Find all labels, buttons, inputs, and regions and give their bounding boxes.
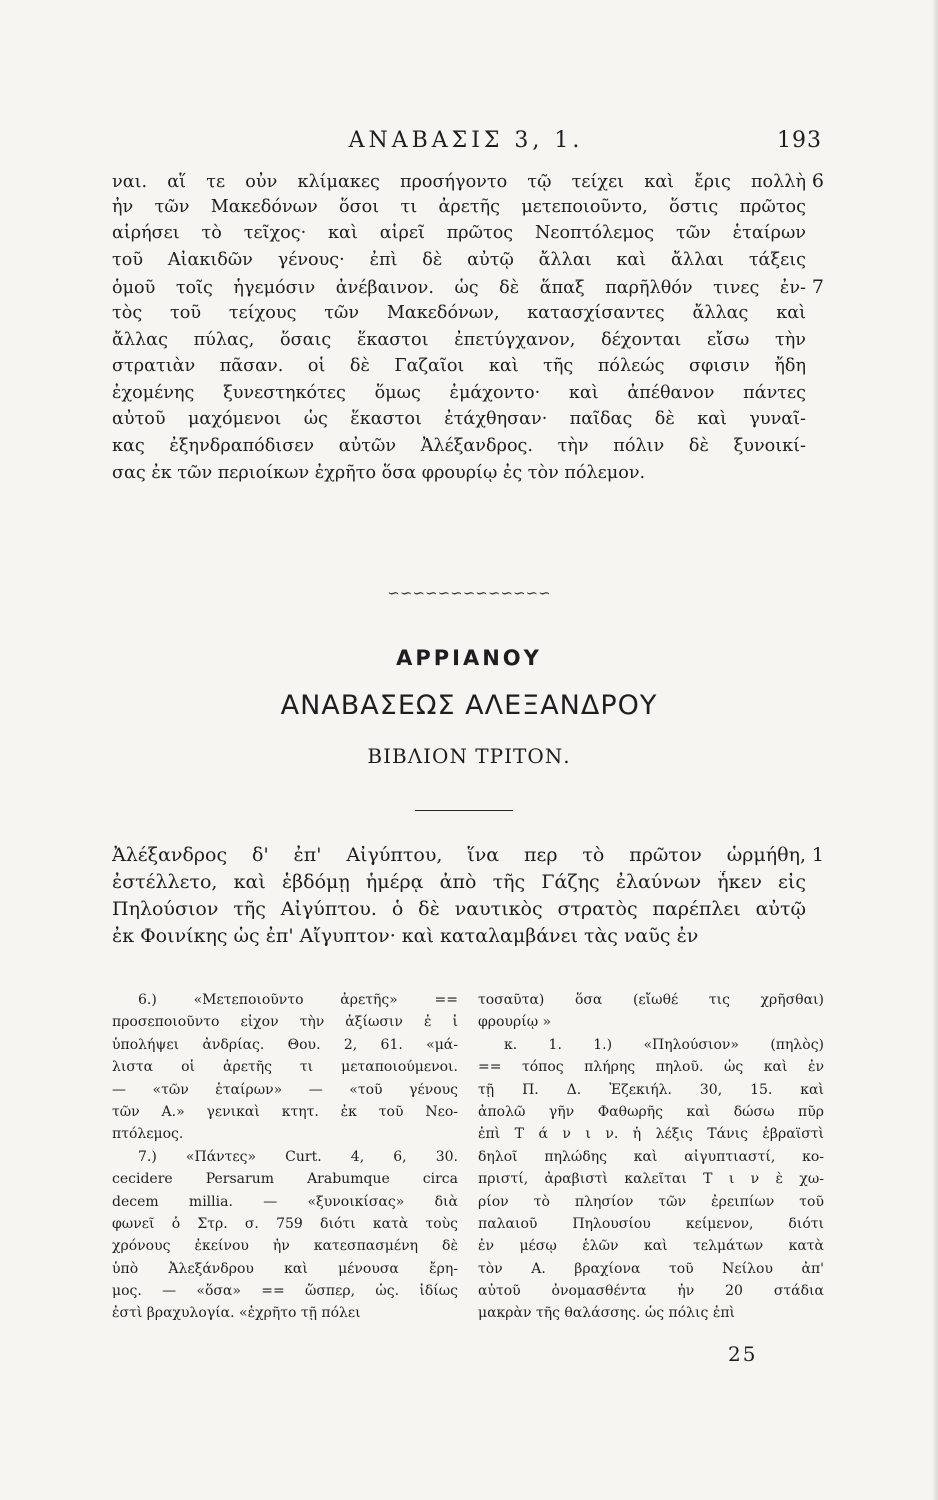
footnote-text: ὑπολήψει ἀνδρίας. Θου. 2, 61. «μά- xyxy=(112,1036,458,1053)
footnote-text: ἐν μέσῳ ἑλῶν καὶ τελμάτων κατὰ xyxy=(478,1238,824,1255)
book-title: ΒΙΒΛΙΟΝ ΤΡΙΤΟΝ. xyxy=(367,744,571,768)
line-text: ἐχομένης ξυνεστηκότες ὅμως ἐμάχοντο· καὶ ἀπέθανον πάντες xyxy=(112,382,806,403)
line-text: Πηλούσιον τῆς Αἰγύπτου. ὁ δὲ ναυτικὸς στρατὸς παρέπλει αὐτῷ xyxy=(112,898,806,920)
footnote-line xyxy=(478,1126,824,1148)
running-head xyxy=(110,128,822,158)
line-text: στρατιὰν πᾶσαν. οἱ δὲ Γαζαῖοι καὶ τῆς πόλεώς σφισιν ἤδη xyxy=(112,356,806,377)
line-text: ἄλλας πύλας, ὅσαις ἕκαστοι ἐπετύγχανον, δέχονται εἴσω τὴν xyxy=(112,329,806,350)
footnote-text: ρίον τὸ πλησίον τῶν ἐρειπίων τοῦ xyxy=(478,1193,824,1210)
text-line xyxy=(112,356,824,383)
line-text: ἐστέλλετο, καὶ ἑβδόμῃ ἡμέρᾳ ἀπὸ τῆς Γάζης ἐλαύνων ἧκεν εἰς xyxy=(112,871,806,893)
work-title: ΑΝΑΒΑΣΕΩΣ ΑΛΕΞΑΝΔΡΟΥ xyxy=(280,690,658,721)
top-text-block xyxy=(112,170,824,489)
text-line xyxy=(112,409,824,436)
footnote-text: ἀπολῶ γῆν Φαθωρῆς καὶ δώσω πῦρ xyxy=(478,1103,824,1120)
text-line xyxy=(112,303,824,330)
footnote-line xyxy=(112,1305,458,1327)
footnote-text: πριστί, ἀραβιστὶ καλεῖται Τ ι ν ὲ χω- xyxy=(478,1171,824,1188)
line-text: τοῦ Αἰακιδῶν γένους· ἐπὶ δὲ αὐτῷ ἄλλαι καὶ ἄλλαι τάξεις xyxy=(112,249,806,270)
footnote-text: ἐστὶ βραχυλογία. «ἐχρῆτο τῇ πόλει xyxy=(112,1305,361,1322)
footnote-text: προσεποιοῦντο εἶχον τὴν ἀξίωσιν ἐ ἰ xyxy=(112,1014,458,1031)
section-number: 7 xyxy=(811,276,824,299)
footnote-text: δηλοῖ πηλώδης καὶ αἰγυπτιαστί, κο- xyxy=(478,1148,824,1165)
footnote-text: μος. — «ὅσα» == ὥσπερ, ὡς. ἰδίως xyxy=(112,1283,458,1300)
footnote-line xyxy=(478,1082,824,1104)
footnote-line xyxy=(478,1283,824,1305)
footnote-line xyxy=(112,1194,458,1216)
page-number: 193 xyxy=(777,128,822,153)
section-number: 1 xyxy=(811,844,824,866)
footnote-text: τῶν Α.» γενικαὶ κτητ. ἐκ τοῦ Νεο- xyxy=(112,1103,458,1120)
footnote-line xyxy=(478,1149,824,1171)
line-text: κας ἐξηνδραπόδισεν αὐτῶν Ἀλέξανδρος. τὴν πόλιν δὲ ξυνοικί- xyxy=(112,435,806,456)
footnote-text: αὐτοῦ ὀνομασθέντα ἦν 20 στάδια xyxy=(478,1283,824,1300)
footnote-text: πτόλεμος. xyxy=(112,1126,184,1143)
footnote-text: == τόπος πλήρης πηλοῦ. ὡς καὶ ἐν xyxy=(478,1059,824,1076)
footnote-text: cecidere Persarum Arabumque circa xyxy=(112,1171,458,1188)
footnote-text: φρουρίῳ » xyxy=(478,1014,552,1031)
footnote-text: ὑπὸ Ἀλεξάνδρου καὶ μένουσα ἔρη- xyxy=(112,1260,458,1277)
footnote-line xyxy=(478,1216,824,1238)
footnote-text: χρόνους ἐκείνου ἦν κατεσπασμένη δὲ xyxy=(112,1238,458,1255)
footnote-line xyxy=(478,1104,824,1126)
text-line xyxy=(112,898,824,925)
running-title: ΑΝΑΒΑΣΙΣ 3, 1. xyxy=(348,128,584,153)
footnote-line xyxy=(112,1149,458,1171)
author-heading: ΑΡΡΙΑΝΟΥ xyxy=(396,646,542,670)
line-text: αἱρήσει τὸ τεῖχος· καὶ αἱρεῖ πρῶτος Νεοπτόλεμος τῶν ἑταίρων xyxy=(112,223,806,244)
text-line xyxy=(112,844,824,871)
footnote-line xyxy=(112,992,458,1014)
line-text: Ἀλέξανδρος δ' ἐπ' Αἰγύπτου, ἵνα περ τὸ πρῶτον ὡρμήθη, xyxy=(112,844,806,866)
text-line xyxy=(112,330,824,357)
footnote-line xyxy=(478,1194,824,1216)
line-text: αὐτοῦ μαχόμενοι ὡς ἕκαστοι ἐτάχθησαν· παῖδας δὲ καὶ γυναῖ- xyxy=(112,409,806,430)
footnote-text: τὸν Α. βραχίονα τοῦ Νείλου ἀπ' xyxy=(478,1260,824,1277)
text-line xyxy=(112,463,824,490)
footnote-text: τῇ Π. Δ. Ἐζεκιήλ. 30, 15. καὶ xyxy=(478,1081,824,1098)
line-text: ἐκ Φοινίκης ὡς ἐπ' Αἴγυπτον· καὶ καταλαμβάνει τὰς ναῦς ἐν xyxy=(112,925,699,947)
section-number: 6 xyxy=(811,170,824,192)
line-text: ὁμοῦ τοῖς ἡγεμόσιν ἀνέβαινον. ὡς δὲ ἅπαξ παρῆλθόν τινες ἐν- xyxy=(112,278,806,299)
ornament-divider: ∽∽∽∽∽∽∽∽∽∽∽∽∽ xyxy=(387,584,551,602)
footnote-line xyxy=(112,1261,458,1283)
footnote-text: 6.) «Μετεποιοῦντο ἀρετῆς» == xyxy=(138,992,458,1008)
text-line xyxy=(112,223,824,250)
printer-signature: 25 xyxy=(728,1342,758,1366)
text-line xyxy=(112,170,824,197)
footnotes-right-column xyxy=(478,992,824,1328)
footnote-line xyxy=(478,1014,824,1036)
footnote-text: 7.) «Πάντες» Curt. 4, 6, 30. xyxy=(138,1148,458,1165)
footnote-text: decem millia. — «ξυνοικίσας» διὰ xyxy=(112,1193,458,1210)
footnotes-left-column xyxy=(112,992,458,1328)
footnote-line xyxy=(112,1126,458,1148)
footnote-line xyxy=(112,1104,458,1126)
line-text: ἦν τῶν Μακεδόνων ὅσοι τι ἀρετῆς μετεποιοῦντο, ὅστις πρῶτος xyxy=(112,196,806,217)
footnote-text: παλαιοῦ Πηλουσίου κείμενον, διότι xyxy=(478,1215,824,1232)
text-line xyxy=(112,383,824,410)
text-line xyxy=(112,250,824,277)
footnote-line xyxy=(112,1238,458,1260)
footnote-line xyxy=(478,1037,824,1059)
footnote-line xyxy=(112,1283,458,1305)
footnote-line xyxy=(112,1014,458,1036)
text-line xyxy=(112,436,824,463)
footnote-text: τοσαῦτα) ὅσα (εἴωθέ τις χρῆσθαι) xyxy=(478,992,824,1008)
footnote-line xyxy=(478,1238,824,1260)
footnote-text: λιστα οἱ ἀρετῆς τι μεταποιούμενοι. xyxy=(112,1059,458,1076)
main-text-block xyxy=(112,844,824,952)
footnote-line xyxy=(112,1216,458,1238)
footnote-text: κ. 1. 1.) «Πηλούσιον» (πηλὸς) xyxy=(504,1036,824,1053)
text-line xyxy=(112,871,824,898)
line-text: ναι. αἵ τε οὖν κλίμακες προσήγοντο τῷ τείχει καὶ ἔρις πολλὴ xyxy=(112,172,806,192)
footnote-line xyxy=(112,1082,458,1104)
footnote-line xyxy=(112,1037,458,1059)
line-text: σας ἐκ τῶν περιοίκων ἐχρῆτο ὅσα φρουρίῳ ἐς τὸν πόλεμον. xyxy=(112,462,646,483)
text-line xyxy=(112,925,824,952)
footnote-text: ἐπὶ Τ ά ν ι ν. ἡ λέξις Τάνις ἑβραϊστὶ xyxy=(478,1126,824,1143)
line-text: τὸς τοῦ τείχους τῶν Μακεδόνων, κατασχίσαντες ἄλλας καὶ xyxy=(112,302,806,323)
page-edge-shadow xyxy=(932,0,938,1500)
footnote-line xyxy=(478,1059,824,1081)
text-line xyxy=(112,276,824,303)
footnote-line xyxy=(478,1171,824,1193)
footnote-text: φωνεῖ ὁ Στρ. σ. 759 διότι κατὰ τοὺς xyxy=(112,1215,458,1232)
footnote-line xyxy=(478,1305,824,1327)
title-rule xyxy=(415,810,513,811)
text-line xyxy=(112,197,824,224)
footnote-line xyxy=(478,1261,824,1283)
footnote-line xyxy=(478,992,824,1014)
footnotes xyxy=(112,992,824,1412)
footnote-line xyxy=(112,1059,458,1081)
footnote-text: — «τῶν ἑταίρων» — «τοῦ γένους xyxy=(112,1081,458,1098)
footnote-text: μακρὰν τῆς θαλάσσης. ὡς πόλις ἐπὶ xyxy=(478,1305,736,1322)
footnote-line xyxy=(112,1171,458,1193)
